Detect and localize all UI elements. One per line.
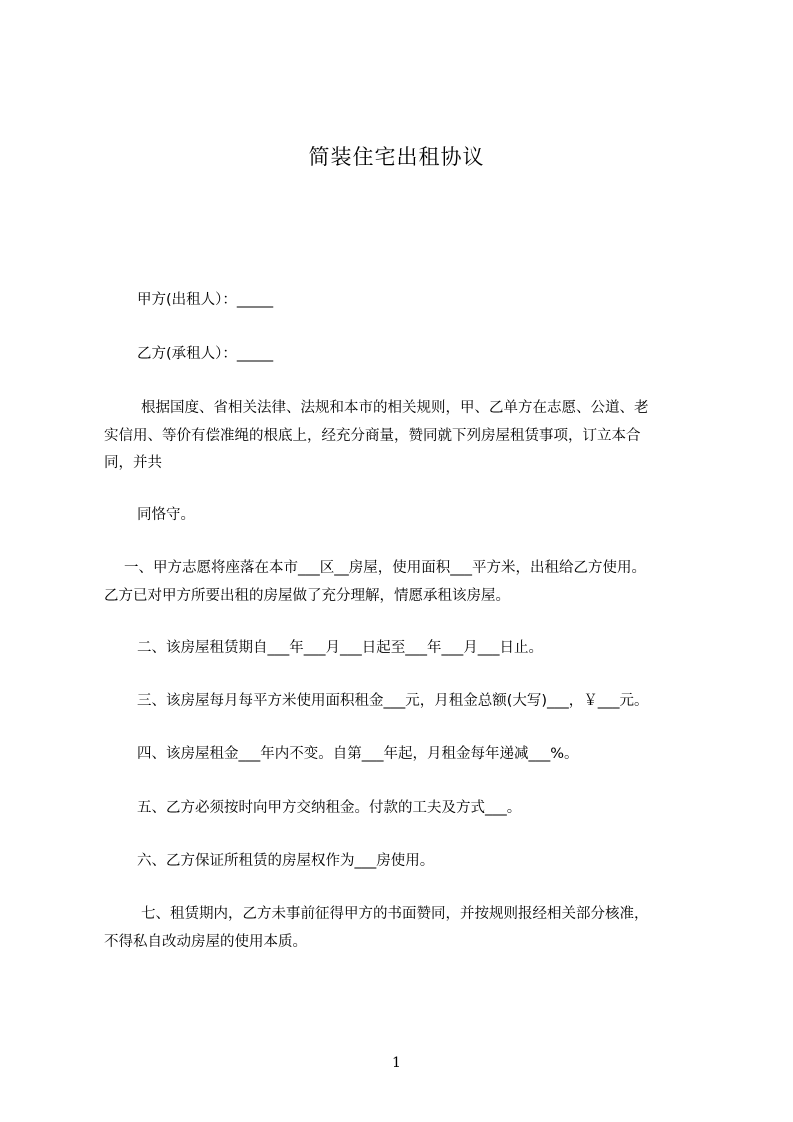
- preamble-line-1: 根据国度、省相关法律、法规和本市的相关规则，甲、乙单方在志愿、公道、老: [141, 400, 649, 416]
- preamble-line-4: 同恪守。: [137, 507, 195, 523]
- clause-4: 四、该房屋租金___年内不变。自第___年起，月租金每年递减___%。: [137, 746, 579, 762]
- clause-3: 三、该房屋每月每平方米使用面积租金___元，月租金总额(大写)___，￥___元。: [137, 693, 649, 709]
- party-a-line: 甲方(出租人）：_____: [137, 292, 274, 308]
- document-title: 简装住宅出租协议: [308, 145, 485, 169]
- clause-1-line-1: 一、甲方志愿将座落在本市___区__房屋，使用面积___平方米，出租给乙方使用。: [124, 560, 646, 576]
- party-b-line: 乙方(承租人）：_____: [137, 346, 274, 362]
- clause-5: 五、乙方必须按时向甲方交纳租金。付款的工夫及方式___。: [137, 800, 522, 816]
- preamble-line-3: 同，并共: [104, 455, 162, 471]
- page-number: 1: [392, 1055, 401, 1071]
- clause-7-line-1: 七、租赁期内，乙方未事前征得甲方的书面赞同，并按规则报经相关部分核准，: [141, 906, 649, 922]
- clause-6: 六、乙方保证所租赁的房屋权作为___房使用。: [137, 853, 435, 869]
- clause-7-line-2: 不得私自改动房屋的使用本质。: [104, 934, 307, 950]
- preamble-line-2: 实信用、等价有偿准绳的根底上，经充分商量，赞同就下列房屋租赁事项，订立本合: [104, 428, 641, 444]
- clause-1-line-2: 乙方已对甲方所要出租的房屋做了充分理解，情愿承租该房屋。: [104, 588, 510, 604]
- clause-2: 二、该房屋租赁期自___年___月___日起至___年___月___日止。: [137, 640, 543, 656]
